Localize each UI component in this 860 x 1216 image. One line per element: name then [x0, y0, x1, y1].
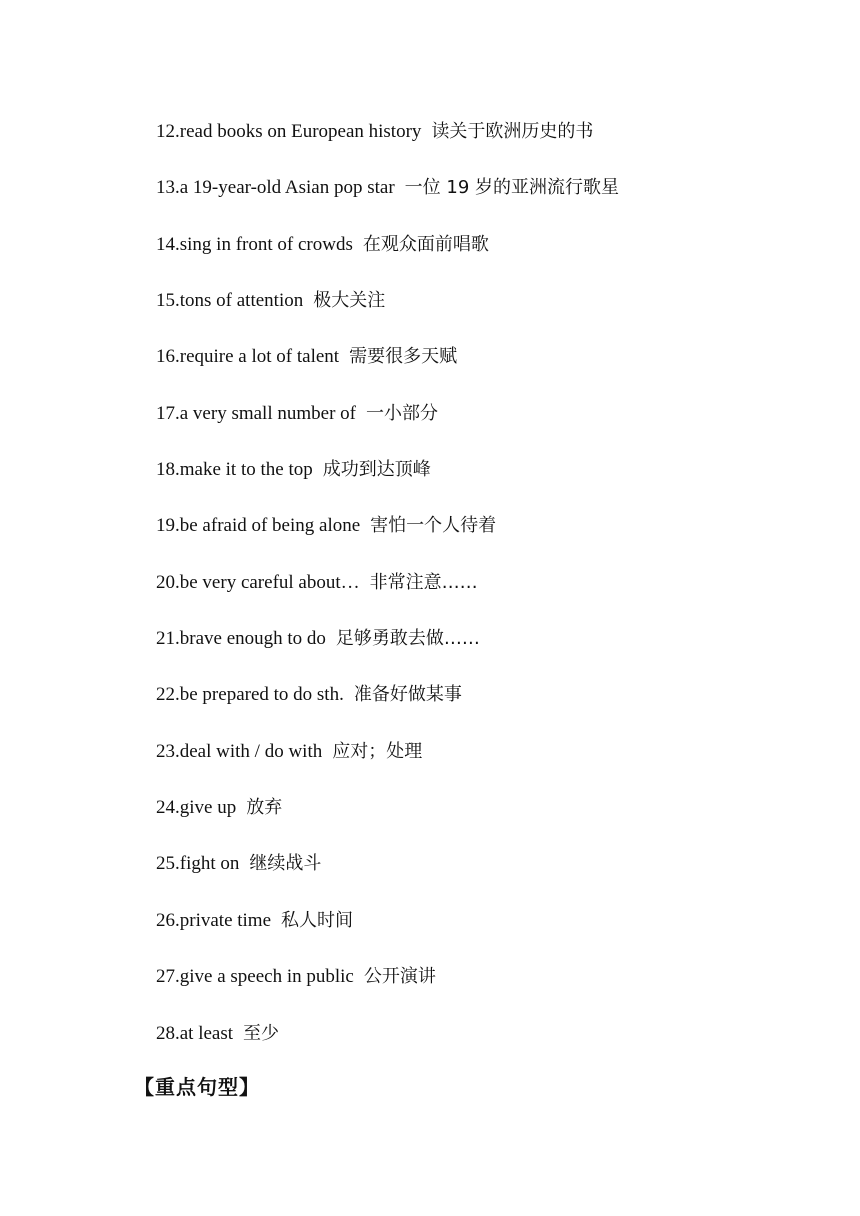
phrase-english: 24.give up: [156, 797, 237, 819]
phrase-english: 23.deal with / do with: [156, 740, 323, 762]
phrase-item: [156, 512, 619, 568]
phrase-english: 22.be prepared to do sth.: [156, 684, 344, 706]
phrase-item: [156, 738, 619, 794]
phrase-item: [156, 681, 619, 737]
phrase-chinese: 一小部分: [365, 402, 438, 424]
phrase-english: 21.brave enough to do: [156, 628, 326, 650]
phrase-chinese: 继续战斗: [249, 853, 322, 875]
phrase-english: 27.give a speech in public: [156, 966, 354, 988]
phrase-list: [156, 118, 619, 1076]
phrase-chinese: 放弃: [246, 797, 283, 819]
section-heading: 【重点句型】: [134, 1075, 260, 1099]
phrase-chinese: 应对；处理: [332, 740, 423, 762]
phrase-english: 17.a very small number of: [156, 402, 356, 424]
phrase-item: [156, 794, 619, 850]
phrase-chinese: 公开演讲: [363, 966, 436, 988]
phrase-item: [156, 569, 619, 625]
phrase-chinese: 读关于欧洲历史的书: [431, 121, 594, 142]
phrase-item: [156, 118, 619, 174]
phrase-chinese: 私人时间: [281, 909, 354, 931]
phrase-chinese: 害怕一个人待着: [370, 515, 497, 537]
phrase-item: [156, 287, 619, 343]
phrase-chinese: 准备好做某事: [353, 684, 462, 706]
phrase-item: [156, 400, 619, 456]
phrase-item: [156, 231, 619, 287]
phrase-item: [156, 907, 619, 963]
phrase-item: [156, 625, 619, 681]
phrase-english: 20.be very careful about…: [156, 571, 360, 593]
phrase-english: 18.make it to the top: [156, 459, 313, 481]
phrase-chinese: 一位 19 岁的亚洲流行歌星: [404, 177, 620, 199]
phrase-english: 15.tons of attention: [156, 290, 304, 312]
phrase-english: 12.read books on European history: [156, 121, 422, 142]
phrase-item: [156, 963, 619, 1019]
phrase-item: [156, 850, 619, 906]
phrase-english: 26.private time: [156, 909, 272, 931]
phrase-english: 16.require a lot of talent: [156, 346, 340, 368]
phrase-chinese: 成功到达顶峰: [322, 459, 431, 481]
phrase-english: 13.a 19-year-old Asian pop star: [156, 177, 395, 199]
phrase-chinese: 非常注意……: [369, 571, 478, 593]
phrase-english: 19.be afraid of being alone: [156, 515, 361, 537]
phrase-item: [156, 174, 619, 230]
phrase-english: 28.at least: [156, 1022, 234, 1044]
phrase-chinese: 足够勇敢去做……: [335, 628, 480, 650]
phrase-chinese: 在观众面前唱歌: [362, 233, 489, 255]
phrase-english: 25.fight on: [156, 853, 240, 875]
phrase-item: [156, 343, 619, 399]
phrase-chinese: 极大关注: [313, 290, 386, 312]
phrase-chinese: 需要很多天赋: [349, 346, 458, 368]
phrase-english: 14.sing in front of crowds: [156, 233, 353, 255]
phrase-item: [156, 456, 619, 512]
phrase-chinese: 至少: [243, 1022, 280, 1044]
phrase-item: [156, 1020, 619, 1076]
